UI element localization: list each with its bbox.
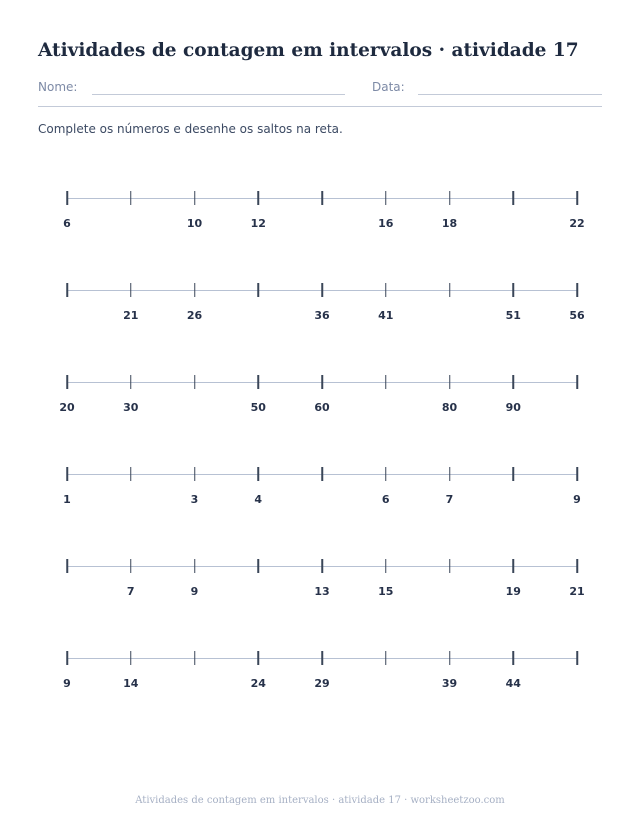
tick-label: 90: [505, 401, 521, 414]
number-line-4: [0, 474, 640, 524]
footer-text: Atividades de contagem em intervalos · atividade 17 · worksheetzoo.com: [135, 795, 505, 806]
tick-label: 50: [250, 401, 266, 414]
tick-label: 21: [569, 585, 585, 598]
worksheet-title: Atividades de contagem em intervalos · atividade 17: [38, 40, 579, 61]
tick-label: 4: [254, 493, 263, 506]
tick-mark: [194, 467, 196, 481]
tick-label: 15: [378, 585, 394, 598]
tick-mark: [385, 283, 387, 297]
tick-label: 30: [123, 401, 139, 414]
tick-mark: [321, 191, 323, 205]
tick-label: 9: [63, 677, 71, 690]
instructions-text: Complete os números e desenhe os saltos na reta.: [38, 122, 343, 136]
number-line-6: [0, 658, 640, 708]
name-field-line[interactable]: [92, 94, 345, 95]
tick-mark: [194, 651, 196, 665]
tick-mark: [194, 191, 196, 205]
tick-label: 10: [186, 217, 203, 230]
tick-mark: [66, 283, 68, 297]
tick-mark: [385, 651, 387, 665]
tick-mark: [130, 191, 132, 205]
tick-label: 18: [441, 217, 458, 230]
tick-label: 19: [505, 585, 521, 598]
tick-mark: [66, 191, 68, 205]
tick-mark: [194, 375, 196, 389]
tick-mark: [130, 375, 132, 389]
tick-mark: [576, 191, 578, 205]
tick-mark: [194, 283, 196, 297]
tick-mark: [385, 467, 387, 481]
number-line-1: [0, 198, 640, 248]
number-line-2: [0, 290, 640, 340]
number-line-5: [0, 566, 640, 616]
tick-mark: [321, 559, 323, 573]
tick-mark: [513, 467, 515, 481]
tick-label: 29: [314, 677, 330, 690]
tick-label: 14: [123, 677, 139, 690]
tick-label: 39: [441, 677, 458, 690]
tick-mark: [130, 283, 132, 297]
tick-mark: [258, 191, 260, 205]
tick-label: 3: [190, 493, 199, 506]
tick-label: 80: [441, 401, 458, 414]
tick-mark: [321, 283, 323, 297]
tick-mark: [258, 651, 260, 665]
tick-mark: [321, 651, 323, 665]
tick-label: 1: [63, 493, 71, 506]
tick-mark: [576, 375, 578, 389]
tick-mark: [66, 559, 68, 573]
tick-mark: [449, 467, 451, 481]
tick-label: 56: [569, 309, 585, 322]
tick-mark: [385, 191, 387, 205]
tick-mark: [130, 651, 132, 665]
tick-mark: [576, 283, 578, 297]
tick-label: 6: [381, 493, 390, 506]
tick-label: 44: [505, 677, 521, 690]
tick-mark: [513, 283, 515, 297]
tick-mark: [258, 283, 260, 297]
tick-mark: [513, 559, 515, 573]
tick-mark: [513, 191, 515, 205]
tick-mark: [130, 559, 132, 573]
tick-mark: [449, 651, 451, 665]
tick-label: 26: [186, 309, 203, 322]
tick-mark: [449, 559, 451, 573]
tick-label: 20: [59, 401, 75, 414]
tick-mark: [130, 467, 132, 481]
tick-label: 9: [573, 493, 581, 506]
tick-mark: [513, 651, 515, 665]
name-label: Nome:: [38, 80, 78, 94]
tick-label: 13: [314, 585, 330, 598]
tick-mark: [576, 651, 578, 665]
tick-mark: [449, 191, 451, 205]
tick-label: 22: [569, 217, 585, 230]
tick-label: 16: [378, 217, 394, 230]
tick-mark: [513, 375, 515, 389]
tick-mark: [194, 559, 196, 573]
date-field-line[interactable]: [418, 94, 602, 95]
tick-mark: [66, 467, 68, 481]
tick-label: 7: [126, 585, 135, 598]
tick-mark: [449, 375, 451, 389]
tick-label: 24: [250, 677, 266, 690]
date-label: Data:: [372, 80, 405, 94]
tick-mark: [66, 375, 68, 389]
tick-label: 60: [314, 401, 330, 414]
tick-mark: [66, 651, 68, 665]
header-divider: [38, 106, 602, 107]
tick-mark: [385, 559, 387, 573]
tick-mark: [576, 467, 578, 481]
tick-mark: [321, 375, 323, 389]
tick-label: 41: [378, 309, 394, 322]
tick-mark: [258, 375, 260, 389]
tick-label: 36: [314, 309, 330, 322]
tick-mark: [321, 467, 323, 481]
tick-label: 7: [445, 493, 454, 506]
tick-label: 9: [190, 585, 199, 598]
tick-mark: [385, 375, 387, 389]
tick-mark: [449, 283, 451, 297]
tick-mark: [576, 559, 578, 573]
tick-mark: [258, 559, 260, 573]
tick-label: 21: [123, 309, 139, 322]
tick-label: 51: [505, 309, 521, 322]
tick-label: 6: [63, 217, 71, 230]
tick-label: 12: [250, 217, 266, 230]
tick-mark: [258, 467, 260, 481]
number-line-3: [0, 382, 640, 432]
